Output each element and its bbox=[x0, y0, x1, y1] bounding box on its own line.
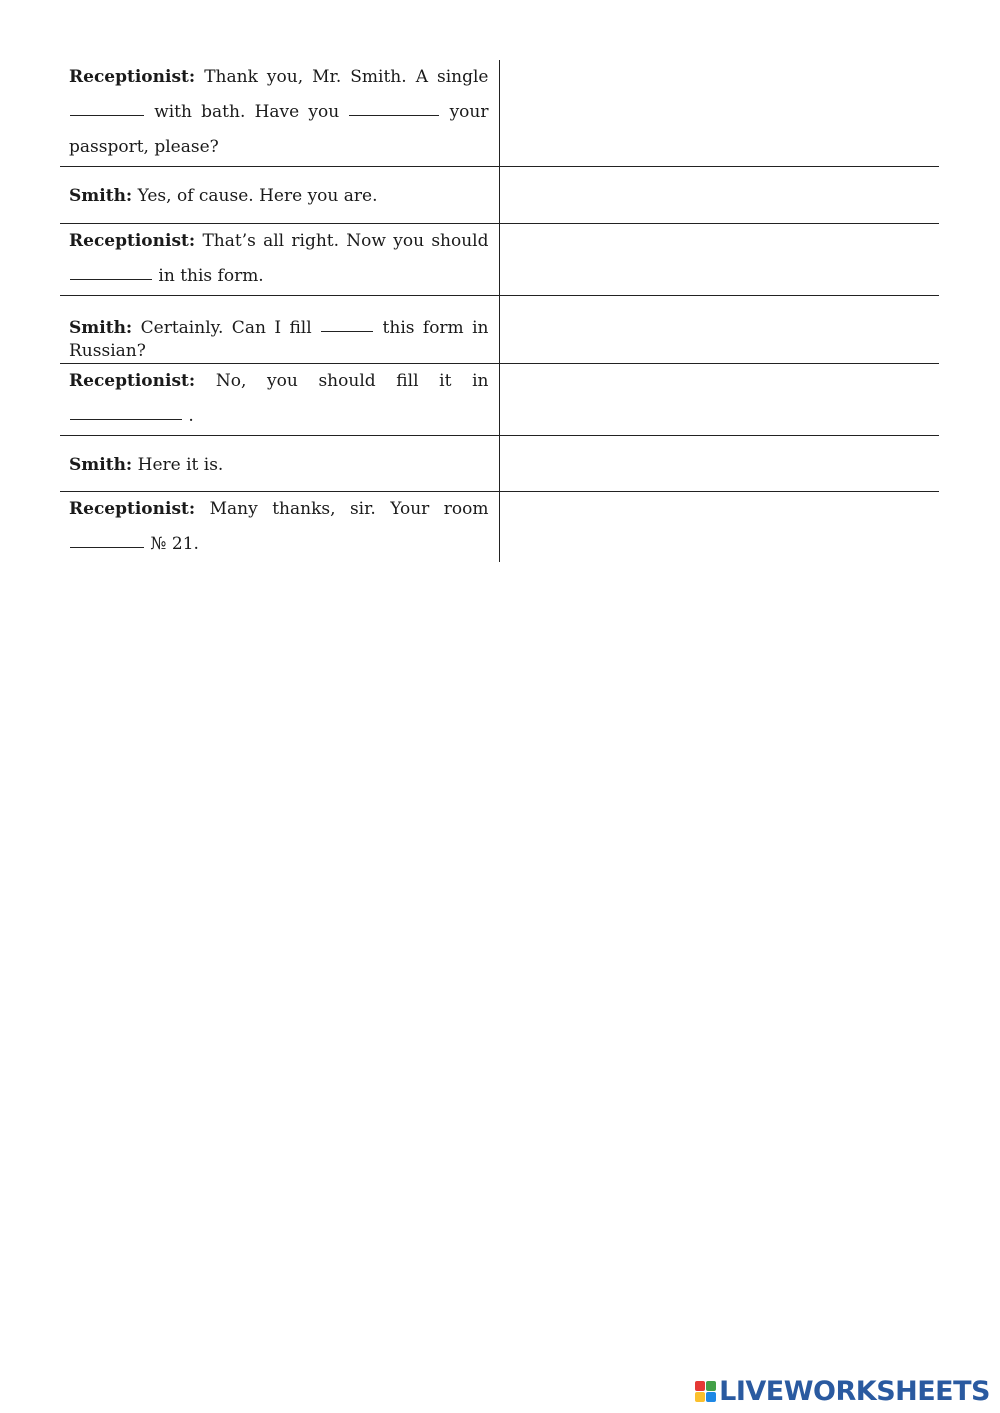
answer-blank[interactable] bbox=[349, 101, 439, 116]
dialogue-row bbox=[60, 435, 939, 491]
answer-blank[interactable] bbox=[321, 317, 373, 332]
dialogue-row bbox=[60, 166, 939, 223]
dialogue-line-cell bbox=[60, 363, 499, 435]
line-segment: That’s all right. Now you should bbox=[195, 230, 489, 251]
logo-square-yellow bbox=[695, 1392, 705, 1402]
line-segment: . bbox=[183, 405, 194, 426]
dialogue-row bbox=[60, 491, 939, 562]
dialogue-line-cell bbox=[60, 295, 499, 363]
speaker-label: Receptionist: bbox=[69, 498, 196, 519]
line-segment: Here it is. bbox=[132, 454, 224, 475]
dialogue-line bbox=[69, 364, 489, 434]
line-segment: your passport, please? bbox=[69, 102, 489, 157]
answer-blank[interactable] bbox=[70, 533, 144, 548]
dialogue-line bbox=[69, 317, 489, 363]
speaker-label: Receptionist: bbox=[69, 67, 196, 87]
dialogue-row bbox=[60, 295, 939, 363]
translation-cell[interactable] bbox=[499, 60, 939, 166]
line-segment: Yes, of cause. Here you are. bbox=[132, 185, 378, 206]
speaker-label: Smith: bbox=[69, 317, 133, 338]
answer-blank[interactable] bbox=[70, 101, 144, 116]
dialogue-row bbox=[60, 363, 939, 435]
dialogue-line bbox=[69, 454, 489, 477]
logo-square-blue bbox=[706, 1392, 716, 1402]
logo-square-red bbox=[695, 1381, 705, 1391]
speaker-label: Smith: bbox=[69, 185, 133, 206]
liveworksheets-logo-icon bbox=[695, 1381, 716, 1402]
dialogue-line-cell bbox=[60, 223, 499, 295]
line-segment: № 21. bbox=[145, 533, 199, 554]
speaker-label: Smith: bbox=[69, 454, 133, 475]
dialogue-line bbox=[69, 60, 489, 165]
answer-blank[interactable] bbox=[70, 265, 152, 280]
translation-cell[interactable] bbox=[499, 491, 939, 562]
dialogue-line-cell bbox=[60, 60, 499, 166]
line-segment: in this form. bbox=[153, 265, 264, 286]
watermark-text: LIVEWORKSHEETS bbox=[719, 1375, 990, 1407]
translation-cell[interactable] bbox=[499, 435, 939, 491]
line-segment: Certainly. Can I fill bbox=[132, 317, 321, 338]
dialogue-line-cell bbox=[60, 435, 499, 491]
speaker-label: Receptionist: bbox=[69, 370, 196, 391]
dialogue-line-cell bbox=[60, 166, 499, 223]
dialogue-line bbox=[69, 492, 489, 562]
line-segment: Many thanks, sir. Your room bbox=[195, 498, 489, 519]
line-segment: Thank you, Mr. Smith. A single bbox=[195, 67, 489, 87]
dialogue-line-cell bbox=[60, 491, 499, 562]
translation-cell[interactable] bbox=[499, 363, 939, 435]
translation-cell[interactable] bbox=[499, 166, 939, 223]
dialogue-row bbox=[60, 223, 939, 295]
answer-blank[interactable] bbox=[70, 405, 182, 420]
dialogue-row bbox=[60, 60, 939, 166]
dialogue-table bbox=[60, 60, 939, 562]
liveworksheets-watermark bbox=[695, 1373, 990, 1409]
line-segment: with bath. Have you bbox=[145, 102, 349, 122]
dialogue-line bbox=[69, 224, 489, 294]
logo-square-green bbox=[706, 1381, 716, 1391]
translation-cell[interactable] bbox=[499, 223, 939, 295]
speaker-label: Receptionist: bbox=[69, 230, 196, 251]
line-segment: No, you should fill it in bbox=[195, 370, 489, 391]
line-segment: this form in Russian? bbox=[69, 317, 489, 361]
translation-cell[interactable] bbox=[499, 295, 939, 363]
dialogue-line bbox=[69, 185, 489, 208]
